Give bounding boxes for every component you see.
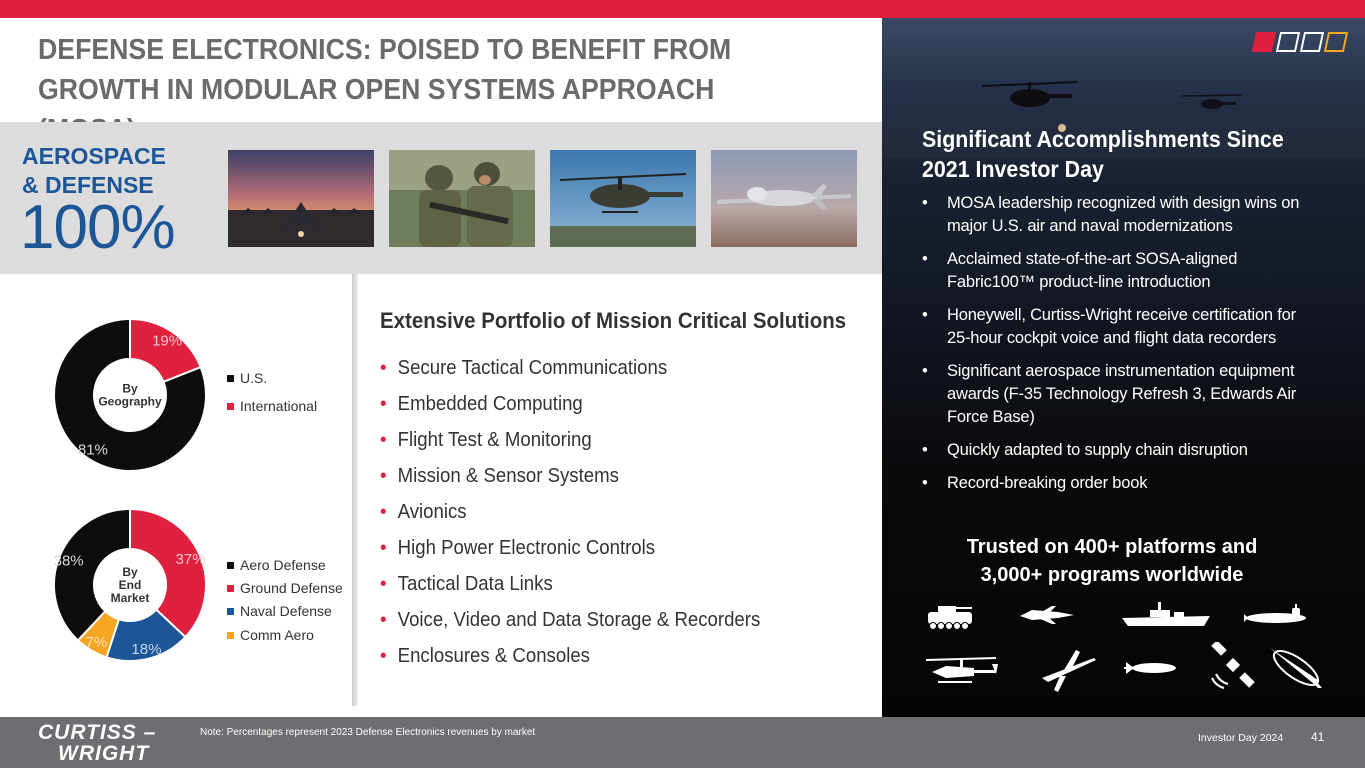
- torpedo-icon: [1122, 658, 1182, 678]
- trusted-line-2: 3,000+ programs worldwide: [980, 564, 1244, 586]
- accomplishment-item: • Significant aerospace instrumentation equipment awards (F-35 Technology Refresh 3, Edwards Air Force Base): [922, 360, 1322, 429]
- legend-aero-defense: [227, 557, 326, 573]
- legend-comm-aero-swatch: [227, 632, 234, 639]
- accomplishments-panel: [882, 18, 1365, 717]
- donut-value-label: 7%: [85, 633, 108, 651]
- aerospace-defense-percent: 100%: [20, 193, 175, 262]
- trusted-statement: [882, 533, 1342, 589]
- portfolio-item-label: High Power Electronic Controls: [397, 537, 656, 559]
- legend-naval-defense-swatch: [227, 608, 234, 615]
- accomplishment-item: • Record-breaking order book: [922, 472, 1322, 495]
- legend-us: [227, 370, 267, 386]
- legend-ground-defense: [227, 580, 343, 596]
- aerospace-defense-band: [0, 122, 882, 274]
- title-area: [0, 18, 882, 122]
- page-number: 41: [1311, 730, 1325, 744]
- jet-icon: [1018, 604, 1076, 626]
- portfolio-item: [380, 607, 760, 643]
- portfolio-item: [380, 355, 760, 391]
- legend-us-swatch: [227, 375, 234, 382]
- accomplishments-title-line-2: 2021 Investor Day: [922, 156, 1104, 182]
- bullet-icon: •: [380, 357, 387, 379]
- portfolio-item: [380, 427, 760, 463]
- accomplishment-item: • MOSA leadership recognized with design wins on major U.S. air and naval modernizations: [922, 192, 1322, 238]
- portfolio-item: [380, 535, 760, 571]
- legend-international: [227, 398, 317, 414]
- donut-center-label: Market: [110, 591, 150, 605]
- ship-icon: [1120, 600, 1212, 628]
- legend-aero-defense-swatch: [227, 562, 234, 569]
- portfolio-item: [380, 391, 760, 427]
- accomplishments-list: [922, 192, 1322, 505]
- bullet-icon: •: [380, 573, 387, 595]
- portfolio-item: [380, 643, 760, 679]
- legend-ground-defense-swatch: [227, 585, 234, 592]
- logo-line-1: CURTISS –: [38, 721, 157, 744]
- corner-squares: [1254, 32, 1346, 52]
- event-label: Investor Day 2024: [1198, 732, 1284, 744]
- portfolio-item-label: Avionics: [397, 501, 467, 523]
- top-accent-bar: [0, 0, 1365, 18]
- fighter-jets-photo: [228, 150, 374, 247]
- donut-value-label: 81%: [77, 441, 108, 459]
- donut-center-label: By: [122, 565, 138, 579]
- portfolio-item: [380, 571, 760, 607]
- bullet-icon: •: [380, 537, 387, 559]
- accomplishment-item: • Acclaimed state-of-the-art SOSA-aligned Fabric100™ product-line introduction: [922, 248, 1322, 294]
- donut-center-label: End: [118, 578, 142, 592]
- portfolio-item: [380, 463, 760, 499]
- legend-international-label: International: [240, 398, 318, 414]
- donut-value-label: 37%: [175, 550, 206, 568]
- logo-line-2: WRIGHT: [58, 742, 150, 765]
- bullet-icon: •: [380, 645, 387, 667]
- bullet-icon: •: [380, 393, 387, 415]
- portfolio-list: [380, 355, 789, 679]
- accomplishment-item: • Quickly adapted to supply chain disruption: [922, 439, 1322, 462]
- helicopter-photo: [550, 150, 696, 247]
- accomplishments-title-line-1: Significant Accomplishments Since: [922, 126, 1284, 152]
- bullet-icon: •: [380, 465, 387, 487]
- geography-donut-chart: [50, 318, 216, 473]
- page-title-line-1: DEFENSE ELECTRONICS: POISED TO BENEFIT FROM: [38, 34, 732, 66]
- donut-value-label: 38%: [53, 552, 84, 570]
- soldiers-photo: [389, 150, 535, 247]
- donut-center-label: By: [122, 381, 138, 396]
- section-divider: [352, 274, 358, 706]
- trusted-line-1: Trusted on 400+ platforms and: [966, 536, 1258, 558]
- legend-us-label: U.S.: [240, 370, 268, 386]
- corner-square-outline-1: [1276, 32, 1300, 52]
- submarine-icon: [1242, 602, 1310, 628]
- legend-naval-defense-label: Naval Defense: [240, 603, 332, 619]
- portfolio-item-label: Embedded Computing: [397, 393, 583, 415]
- accomplishments-title: [922, 124, 1313, 184]
- portfolio-item-label: Voice, Video and Data Storage & Recorders: [397, 609, 761, 631]
- missile-icon: [1266, 644, 1326, 690]
- portfolio-item-label: Flight Test & Monitoring: [397, 429, 592, 451]
- bullet-icon: •: [380, 501, 387, 523]
- portfolio-item-label: Enclosures & Consoles: [397, 645, 590, 667]
- portfolio-item-label: Mission & Sensor Systems: [397, 465, 619, 487]
- accomplishment-item: • Honeywell, Curtiss-Wright receive certification for 25-hour cockpit voice and flight data recorders: [922, 304, 1322, 350]
- portfolio-item-label: Secure Tactical Communications: [397, 357, 668, 379]
- band-label-line-2: & DEFENSE: [22, 172, 154, 198]
- drone-photo: [711, 150, 857, 247]
- legend-aero-defense-label: Aero Defense: [240, 557, 326, 573]
- corner-square-outline-gold: [1324, 32, 1348, 52]
- curtiss-wright-logo: [38, 722, 156, 764]
- page-title-line-2: GROWTH IN MODULAR OPEN SYSTEMS APPROACH: [38, 74, 715, 106]
- aerospace-defense-label: [22, 142, 166, 200]
- corner-square-red: [1252, 32, 1276, 52]
- donut-value-label: 18%: [131, 640, 162, 658]
- legend-naval-defense: [227, 603, 332, 619]
- donut-center-label: Geography: [98, 394, 162, 409]
- portfolio-item: [380, 499, 760, 535]
- legend-ground-defense-label: Ground Defense: [240, 580, 343, 596]
- legend-comm-aero: [227, 627, 314, 643]
- legend-comm-aero-label: Comm Aero: [240, 627, 314, 643]
- portfolio-item-label: Tactical Data Links: [397, 573, 553, 595]
- band-label-line-1: AEROSPACE: [22, 143, 166, 169]
- legend-international-swatch: [227, 403, 234, 410]
- attack-helicopter-icon: [922, 654, 1000, 690]
- armored-vehicle-icon: [924, 598, 976, 632]
- end-market-donut-chart: [50, 508, 216, 663]
- uav-icon: [1038, 648, 1098, 692]
- donut-value-label: 19%: [152, 332, 183, 350]
- corner-square-outline-2: [1300, 32, 1324, 52]
- bullet-icon: •: [380, 429, 387, 451]
- bullet-icon: •: [380, 609, 387, 631]
- footer: [0, 717, 1365, 768]
- satellite-icon: [1210, 642, 1256, 690]
- footnote: Note: Percentages represent 2023 Defense Electronics revenues by market: [200, 727, 536, 738]
- portfolio-title: Extensive Portfolio of Mission Critical Solutions: [380, 308, 847, 333]
